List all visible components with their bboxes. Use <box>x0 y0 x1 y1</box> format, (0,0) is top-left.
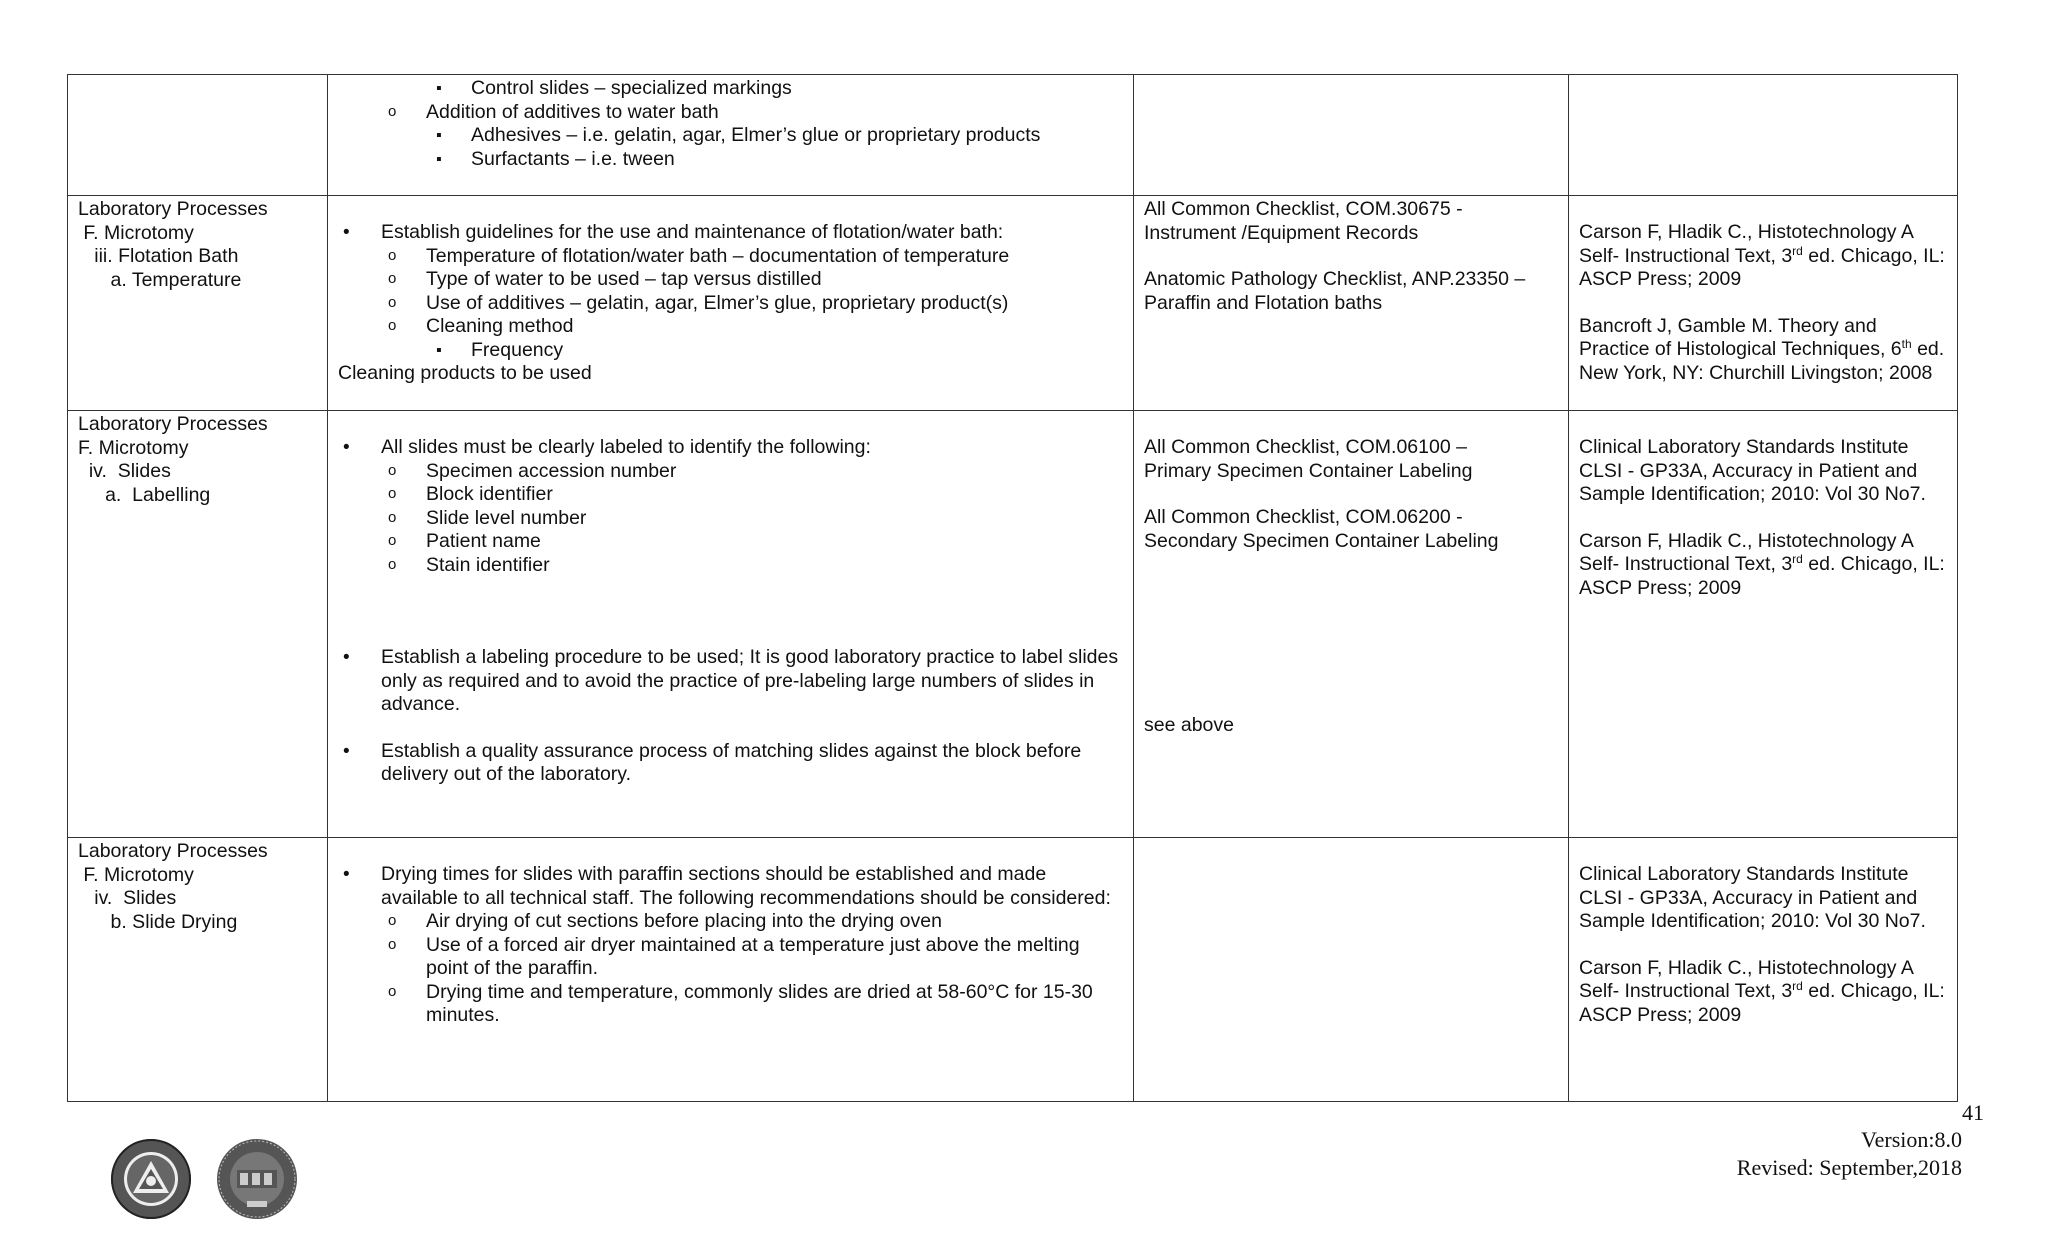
square-bullet-item: ▪ Frequency <box>338 339 1123 363</box>
spacer <box>1579 413 1947 436</box>
spacer <box>1144 483 1558 506</box>
edition-superscript: rd <box>1792 243 1803 258</box>
reference-text: Clinical Laboratory Standards Institute CLSI - GP33A, Accuracy in Patient and Sample Identification; 2010: Vol 30 No7. <box>1579 436 1926 505</box>
guideline-cell <box>328 838 1134 1102</box>
process-line: Laboratory Processes <box>78 840 268 862</box>
reference-cell <box>1569 196 1958 411</box>
histology-checklist-table <box>67 74 1958 1102</box>
spacer <box>1579 292 1947 315</box>
spacer <box>1144 576 1558 599</box>
college-of-american-pathologists-seal-icon <box>109 1137 193 1221</box>
process-line: F. Microtomy <box>78 436 189 459</box>
spacer <box>338 623 1123 646</box>
spacer <box>1144 553 1558 576</box>
spacer <box>338 717 1123 740</box>
sub-bullet-item: o Use of additives – gelatin, agar, Elmer’s glue, proprietary product(s) <box>338 292 1123 316</box>
guideline-text: Cleaning products to be used <box>338 362 592 384</box>
process-line: a. Temperature <box>78 268 242 291</box>
sub-bullet-item: o Slide level number <box>338 507 1123 531</box>
checklist-line: Paraffin and Flotation baths <box>1144 291 1383 314</box>
reference-text-tail: ed. New York, NY: Churchill Livingston; 2008 <box>1579 338 1945 384</box>
process-cell <box>68 75 328 196</box>
reference-text: Carson F, Hladik C., Histotechnology A Self- Instructional Text, 3 <box>1579 529 1913 575</box>
spacer <box>1579 198 1947 221</box>
process-line: iii. Flotation Bath <box>78 245 239 267</box>
reference-text-tail: ed. Chicago, IL: ASCP Press; 2009 <box>1579 244 1945 290</box>
reference-entry <box>1579 221 1947 292</box>
process-cell <box>68 411 328 838</box>
bullet-item: • Establish guidelines for the use and maintenance of flotation/water bath: <box>338 221 1123 245</box>
reference-cell <box>1569 411 1958 838</box>
checklist-line: All Common Checklist, COM.30675 - <box>1144 198 1463 220</box>
reference-text-tail: ed. Chicago, IL: ASCP Press; 2009 <box>1579 980 1945 1026</box>
reference-text-tail: ed. Chicago, IL: ASCP Press; 2009 <box>1579 553 1945 599</box>
reference-text: Carson F, Hladik C., Histotechnology A Self- Instructional Text, 3 <box>1579 956 1913 1002</box>
square-bullet-item: ▪ Surfactants – i.e. tween <box>338 148 1123 172</box>
sub-bullet-item: o Cleaning method <box>338 315 1123 339</box>
spacer <box>338 840 1123 863</box>
checklist-line: All Common Checklist, COM.06100 – <box>1144 436 1467 458</box>
process-line: b. Slide Drying <box>78 910 238 933</box>
reference-entry <box>1579 530 1947 601</box>
checklist-cell <box>1134 196 1569 411</box>
reference-text: Bancroft J, Gamble M. Theory and Practice of Histological Techniques, 6 <box>1579 314 1902 360</box>
spacer <box>1579 934 1947 957</box>
checklist-line: Primary Specimen Container Labeling <box>1144 459 1473 482</box>
process-line: iv. Slides <box>78 460 171 482</box>
version-footer <box>1737 1126 1962 1182</box>
guideline-cell <box>328 196 1134 411</box>
spacer <box>1144 413 1558 436</box>
spacer <box>1144 668 1558 691</box>
bullet-item: • All slides must be clearly labeled to identify the following: <box>338 436 1123 460</box>
process-cell <box>68 838 328 1102</box>
spacer <box>1144 245 1558 268</box>
process-line: iv. Slides <box>78 887 177 909</box>
spacer <box>1144 645 1558 668</box>
sub-bullet-item: o Addition of additives to water bath <box>338 101 1123 125</box>
checklist-cell <box>1134 838 1569 1102</box>
spacer <box>1144 599 1558 622</box>
square-bullet-item: ▪ Adhesives – i.e. gelatin, agar, Elmer’s glue or proprietary products <box>338 124 1123 148</box>
table-row <box>68 838 1958 1102</box>
sub-bullet-item: o Temperature of flotation/water bath – documentation of temperature <box>338 245 1123 269</box>
checklist-line: All Common Checklist, COM.06200 - <box>1144 506 1463 528</box>
process-cell <box>68 196 328 411</box>
table-row <box>68 196 1958 411</box>
process-line: Laboratory Processes <box>78 413 268 435</box>
sub-bullet-item: o Stain identifier <box>338 554 1123 578</box>
reference-entry <box>1579 957 1947 1028</box>
reference-text: Clinical Laboratory Standards Institute CLSI - GP33A, Accuracy in Patient and Sample Identification; 2010: Vol 30 No7. <box>1579 863 1926 932</box>
sub-bullet-item: o Air drying of cut sections before placing into the drying oven <box>338 910 1123 934</box>
edition-superscript: rd <box>1792 979 1803 993</box>
process-line: F. Microtomy <box>78 221 194 244</box>
reference-entry <box>1579 315 1947 386</box>
edition-superscript: th <box>1901 337 1912 351</box>
spacer <box>338 198 1123 221</box>
table-row <box>68 75 1958 196</box>
square-bullet-item: ▪ Control slides – specialized markings <box>338 77 1123 101</box>
edition-superscript: rd <box>1792 552 1803 566</box>
spacer <box>1579 507 1947 530</box>
checklist-cell <box>1134 411 1569 838</box>
guideline-cell <box>328 75 1134 196</box>
process-line: F. Microtomy <box>78 863 194 886</box>
process-line: a. Labelling <box>78 483 211 506</box>
sub-bullet-item: o Use of a forced air dryer maintained at a temperature just above the melting point of the paraffin. <box>338 934 1123 981</box>
sub-bullet-item: o Patient name <box>338 530 1123 554</box>
reference-entry <box>1579 863 1947 934</box>
bullet-item: • Drying times for slides with paraffin sections should be established and made available to all technical staff. The following recommendations should be considered: <box>338 863 1123 910</box>
revised-date: Revised: September,2018 <box>1736 1155 1962 1180</box>
bullet-item: • Establish a quality assurance process of matching slides against the block before delivery out of the laboratory. <box>338 740 1123 787</box>
reference-entry <box>1579 436 1947 507</box>
spacer <box>338 577 1123 600</box>
checklist-line: Instrument /Equipment Records <box>1144 221 1419 244</box>
sub-bullet-item: o Specimen accession number <box>338 460 1123 484</box>
guideline-cell <box>328 411 1134 838</box>
checklist-line: Secondary Specimen Container Labeling <box>1144 529 1499 552</box>
page-number: 41 <box>1962 1100 1984 1125</box>
spacer <box>338 413 1123 436</box>
process-line: Laboratory Processes <box>78 198 268 220</box>
sub-bullet-item: o Drying time and temperature, commonly slides are dried at 58-60°C for 15-30 minutes. <box>338 981 1123 1028</box>
checklist-line: see above <box>1144 714 1234 736</box>
national-society-for-histotechnology-seal-icon <box>215 1137 299 1221</box>
checklist-cell <box>1134 75 1569 196</box>
spacer <box>1579 840 1947 863</box>
bullet-item: • Establish a labeling procedure to be used; It is good laboratory practice to label slides only as required and to avoid the practice of pre-labeling large numbers of slides in advance. <box>338 646 1123 717</box>
table-row <box>68 411 1958 838</box>
reference-text: Carson F, Hladik C., Histotechnology A Self- Instructional Text, 3 <box>1579 221 1913 267</box>
sub-bullet-item: o Block identifier <box>338 483 1123 507</box>
checklist-line: Anatomic Pathology Checklist, ANP.23350 – <box>1144 268 1526 290</box>
spacer <box>338 600 1123 623</box>
spacer <box>1144 691 1558 714</box>
reference-cell <box>1569 838 1958 1102</box>
spacer <box>1144 622 1558 645</box>
version-label: Version:8.0 <box>1861 1127 1962 1152</box>
reference-cell <box>1569 75 1958 196</box>
sub-bullet-item: o Type of water to be used – tap versus distilled <box>338 268 1123 292</box>
